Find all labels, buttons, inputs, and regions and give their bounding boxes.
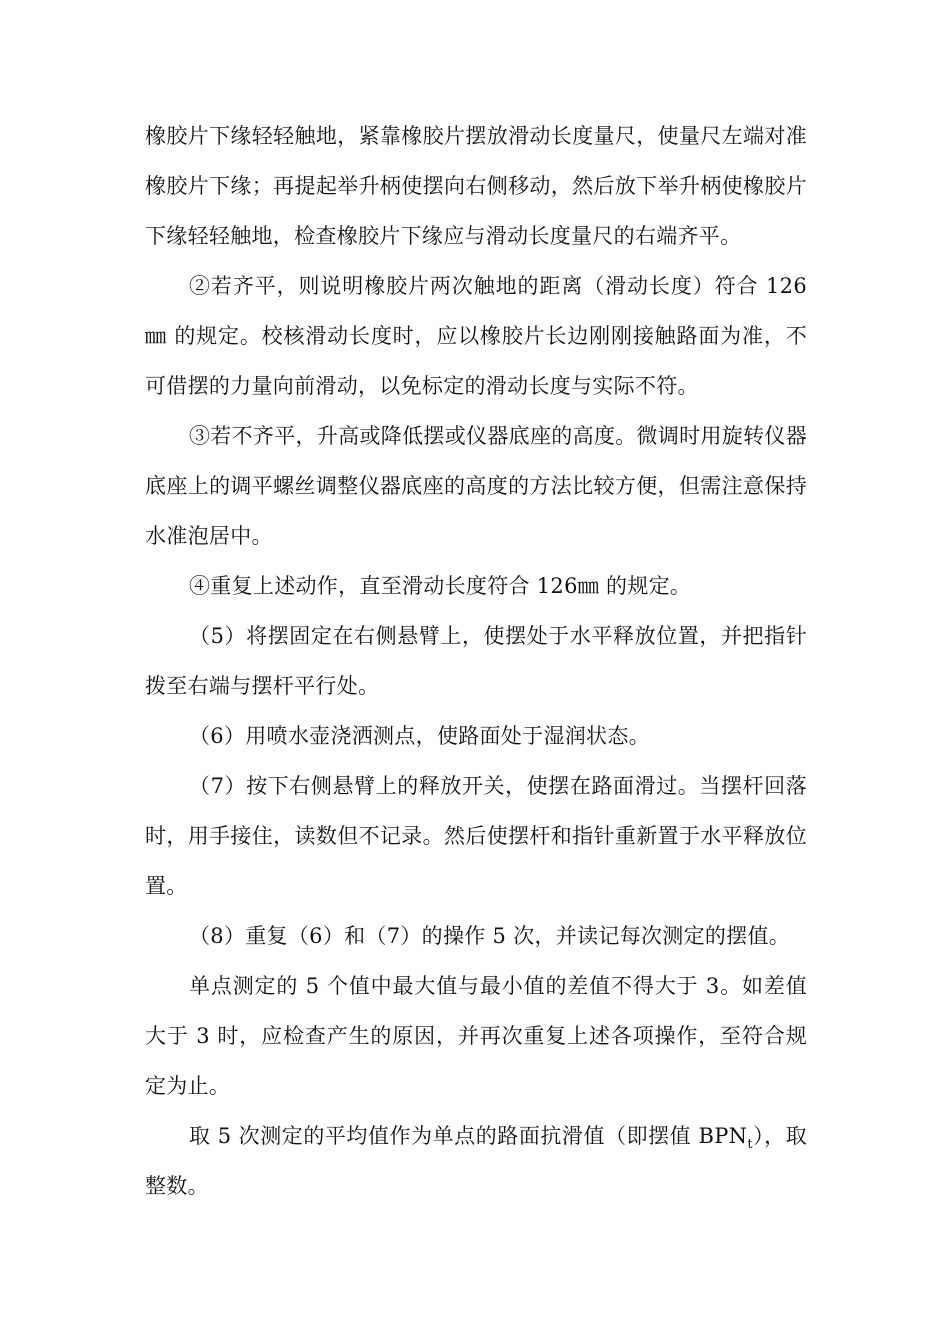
paragraph-item-7: （7）按下右侧悬臂上的释放开关，使摆在路面滑过。当摆杆回落时，用手接住，读数但不记录。然后使摆杆和指针重新置于水平释放位置。 — [145, 774, 807, 898]
final-text-before: 取 5 次测定的平均值作为单点的路面抗滑值（即摆值 BPN — [189, 1124, 748, 1148]
paragraph-final — [145, 1111, 807, 1211]
final-subscript: t — [747, 1137, 753, 1153]
final-text-after: ），取整数。 — [145, 1124, 807, 1198]
paragraph-step-4: ④重复上述动作，直至滑动长度符合 126㎜ 的规定。 — [189, 574, 692, 598]
paragraph-continued: 橡胶片下缘轻轻触地，紧靠橡胶片摆放滑动长度量尺，使量尺左端对准橡胶片下缘；再提起举升柄使摆向右侧移动，然后放下举升柄使橡胶片下缘轻轻触地，检查橡胶片下缘应与滑动长度量尺的右端齐平。 — [145, 124, 807, 248]
paragraph-step-3: ③若不齐平，升高或降低摆或仪器底座的高度。微调时用旋转仪器底座上的调平螺丝调整仪器底座的高度的方法比较方便，但需注意保持水准泡居中。 — [145, 424, 807, 548]
paragraph-step-2: ②若齐平，则说明橡胶片两次触地的距离（滑动长度）符合 126㎜ 的规定。校核滑动长度时，应以橡胶片长边刚刚接触路面为准，不可借摆的力量向前滑动，以免标定的滑动长度与实际不符。 — [145, 274, 807, 398]
paragraph-item-5: （5）将摆固定在右侧悬臂上，使摆处于水平释放位置，并把指针拨至右端与摆杆平行处。 — [145, 624, 807, 698]
paragraph-single-point: 单点测定的 5 个值中最大值与最小值的差值不得大于 3。如差值大于 3 时，应检查产生的原因，并再次重复上述各项操作，至符合规定为止。 — [145, 974, 807, 1098]
paragraph-item-6: （6）用喷水壶浇洒测点，使路面处于湿润状态。 — [189, 724, 650, 748]
paragraph-item-8: （8）重复（6）和（7）的操作 5 次，并读记每次测定的摆值。 — [189, 924, 791, 948]
